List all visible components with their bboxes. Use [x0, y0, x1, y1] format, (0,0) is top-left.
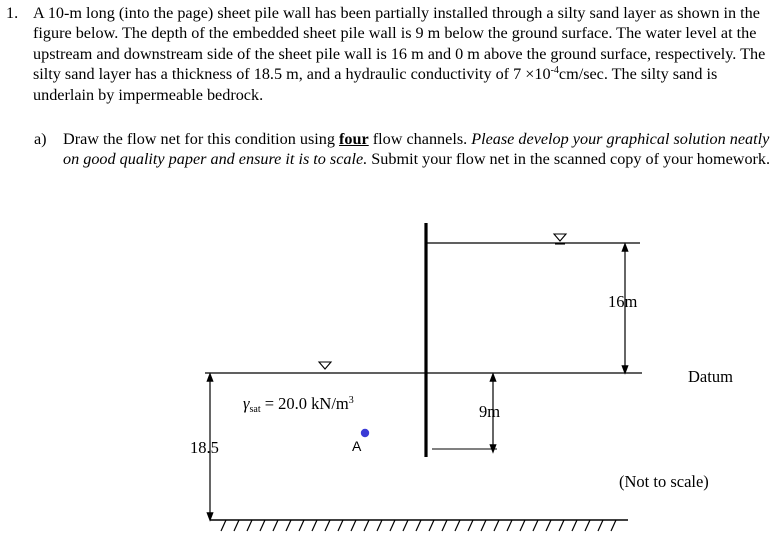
part-a-label: a): [34, 130, 47, 148]
gamma-unit-exponent: 3: [348, 395, 354, 406]
part-a-text-2: flow channels.: [368, 130, 472, 148]
gamma-value: = 20.0 kN/m: [260, 394, 349, 413]
problem-text-main: A 10-m long (into the page) sheet pile wall has been partially installed through a silty sand layer as shown in the figure below. The depth of the embedded sheet pile wall is 9 m below the ground surface. The water level at the upstream and downstream side of the sheet pile wall is 16 m and 0 m above the ground surface, respectively. The silty sand layer has a thickness of 18.5 m, and a hydraulic conductivity of 7 ×10: [33, 4, 766, 84]
part-a-text-1: Draw the flow net for this condition using: [63, 130, 340, 148]
point-a-marker: [361, 429, 369, 437]
point-a-label: A: [352, 438, 362, 454]
unit-weight-label: [243, 394, 354, 415]
part-a-text-3: Submit your flow net in the scanned copy of your homework.: [367, 150, 771, 169]
embed-depth-label: 9m: [479, 402, 501, 421]
conductivity-exponent: -4: [550, 65, 559, 77]
layer-thickness-label: 18.5: [190, 438, 219, 457]
part-a-emphasis: four: [339, 130, 369, 148]
not-to-scale-note: (Not to scale): [619, 472, 709, 491]
upstream-head-label: 16m: [608, 292, 638, 311]
part-a-italic: Please develop your graphical solution neatly on good quality paper and ensure it is to scale.: [63, 130, 770, 169]
gamma-subscript: sat: [249, 404, 261, 415]
problem-number: 1.: [6, 4, 19, 22]
datum-label: Datum: [688, 367, 733, 386]
downstream-water-symbol-icon: [319, 362, 331, 373]
problem-text-tail: cm/sec. The silty sand is underlain by impermeable bedrock.: [33, 65, 718, 104]
impermeable-bedrock: [210, 520, 628, 531]
gamma-symbol: γ: [243, 394, 250, 413]
